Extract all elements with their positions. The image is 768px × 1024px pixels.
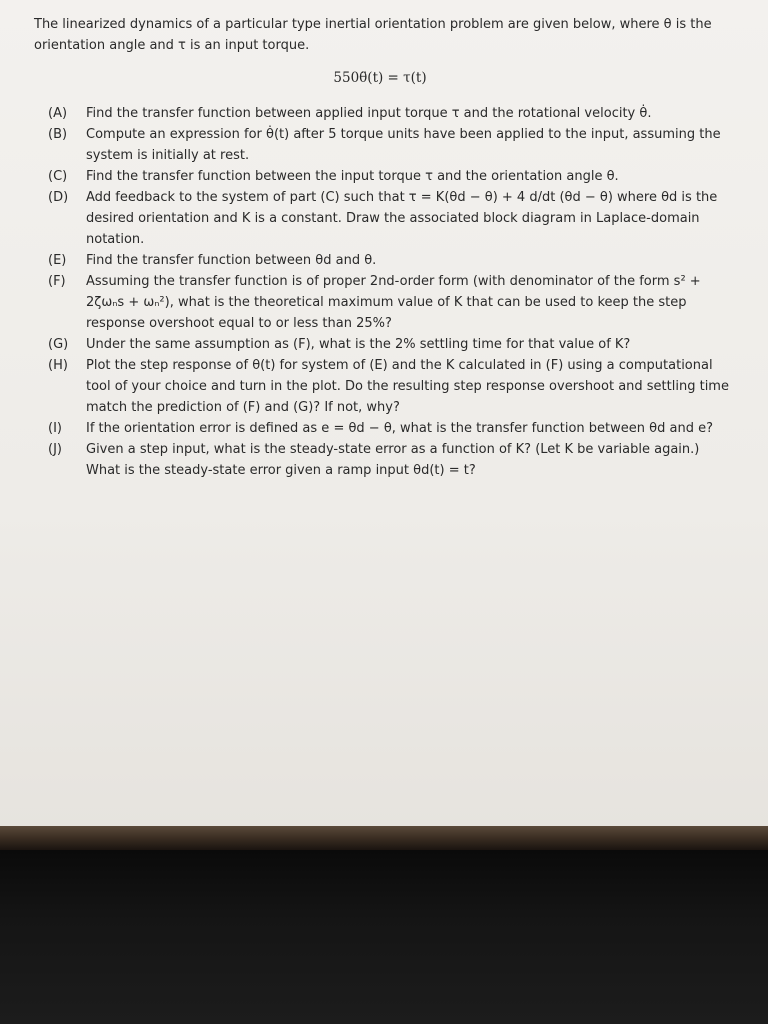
question-text: Find the transfer function between θd and θ. xyxy=(86,253,377,268)
question-f xyxy=(30,271,730,334)
question-text: Find the transfer function between the input torque τ and the orientation angle θ. xyxy=(86,169,619,184)
dynamics-equation: 550θ̈(t) = τ(t) xyxy=(333,70,427,86)
question-g xyxy=(30,334,730,355)
question-label: (J) xyxy=(48,442,62,457)
question-b xyxy=(30,124,730,166)
question-label: (E) xyxy=(48,253,67,268)
question-label: (C) xyxy=(48,169,68,184)
question-label: (G) xyxy=(48,337,69,352)
question-text: Assuming the transfer function is of proper 2nd-order form (with denominator of the form s² + 2ζωₙs + ωₙ²), what is the theoretical maximum value of K that can be used to keep the step response overshoot equal to or less than 25%? xyxy=(86,274,701,331)
question-a xyxy=(30,103,730,124)
question-j xyxy=(30,439,730,481)
question-text: Add feedback to the system of part (C) such that τ = K(θd − θ) + 4 d/dt (θd − θ) where θd is the desired orientation and K is a constant. Draw the associated block diagram in Laplace-domain notation. xyxy=(86,190,718,247)
question-c xyxy=(30,166,730,187)
question-text: Compute an expression for θ̇(t) after 5 torque units have been applied to the input, assuming the system is initially at rest. xyxy=(86,127,721,163)
question-label: (I) xyxy=(48,421,62,436)
question-text: If the orientation error is defined as e = θd − θ, what is the transfer function between θd and e? xyxy=(86,421,713,436)
question-text: Plot the step response of θ(t) for system of (E) and the K calculated in (F) using a computational tool of your choice and turn in the plot. Do the resulting step response overshoot and settling time match the prediction of (F) and (G)? If not, why? xyxy=(86,358,729,415)
question-text: Under the same assumption as (F), what is the 2% settling time for that value of K? xyxy=(86,337,631,352)
question-label: (B) xyxy=(48,127,68,142)
question-label: (F) xyxy=(48,274,66,289)
question-h xyxy=(30,355,730,418)
question-label: (H) xyxy=(48,358,68,373)
question-label: (A) xyxy=(48,106,68,121)
question-list xyxy=(30,103,730,481)
table-surface xyxy=(0,850,768,1024)
question-d xyxy=(30,187,730,250)
question-e xyxy=(30,250,730,271)
question-label: (D) xyxy=(48,190,69,205)
paper-edge-shadow xyxy=(0,826,768,850)
question-i xyxy=(30,418,730,439)
question-text: Find the transfer function between applied input torque τ and the rotational velocity θ̇. xyxy=(86,106,652,121)
problem-text xyxy=(30,14,730,481)
question-text: Given a step input, what is the steady-state error as a function of K? (Let K be variable again.) What is the steady-state error given a ramp input θd(t) = t? xyxy=(86,442,700,478)
problem-intro: The linearized dynamics of a particular type inertial orientation problem are given below, where θ is the orientation angle and τ is an input torque. xyxy=(34,17,712,53)
